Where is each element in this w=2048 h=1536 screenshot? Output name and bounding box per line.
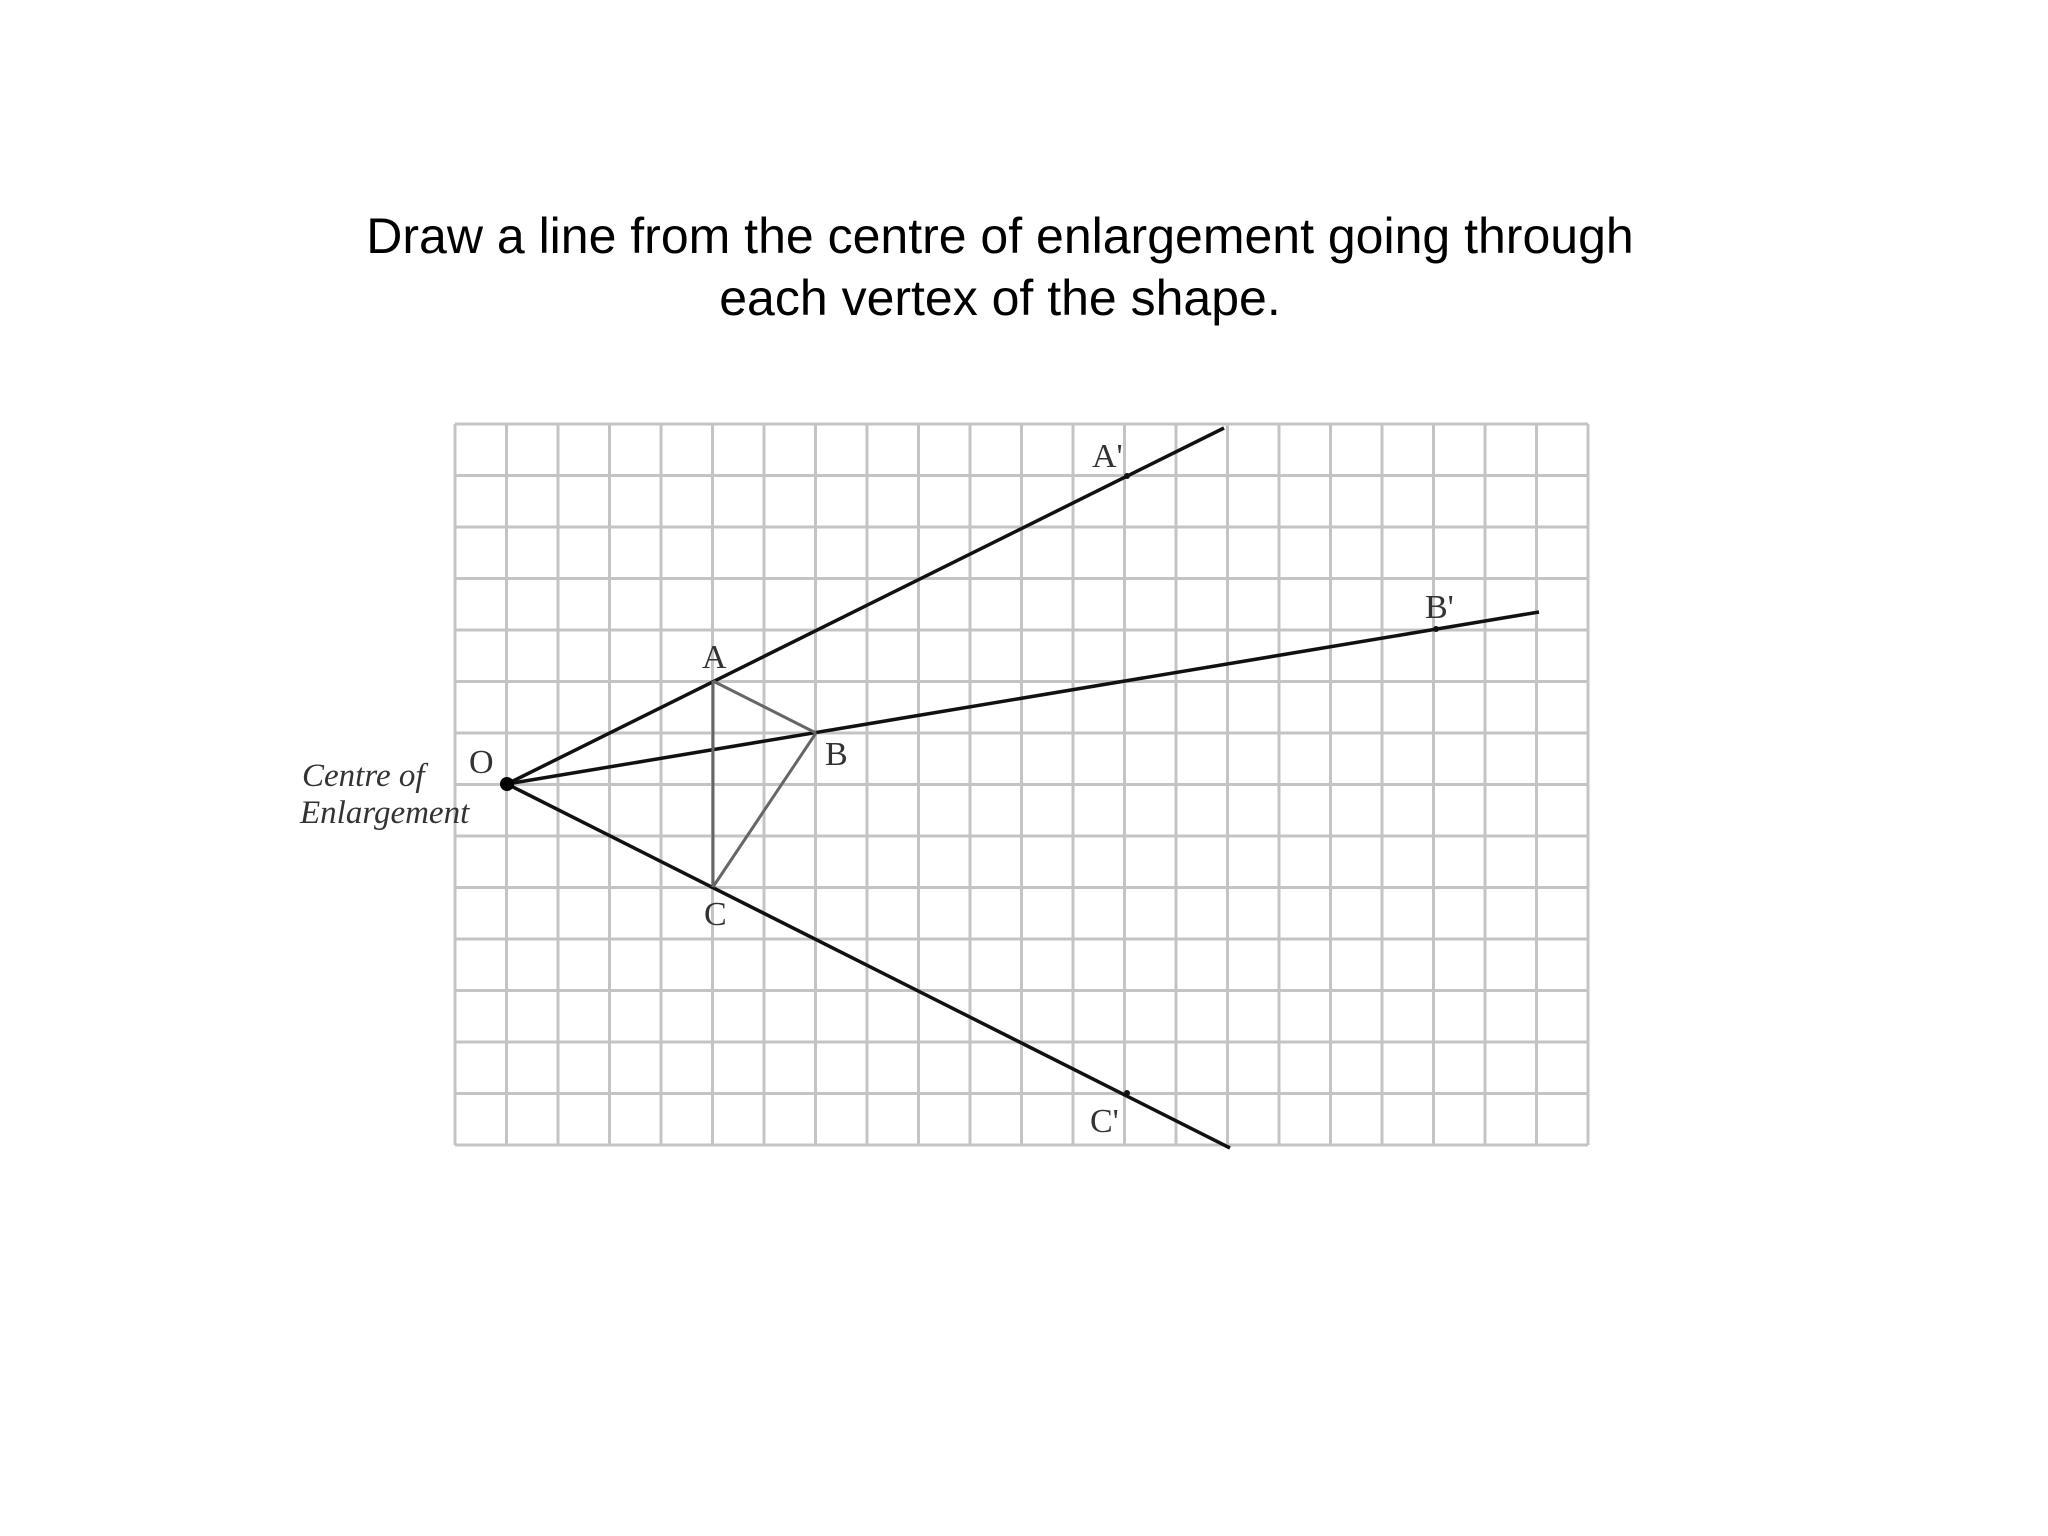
label-b-prime: B' <box>1425 589 1454 626</box>
a-prime-point <box>1124 473 1130 479</box>
c-prime-point <box>1124 1090 1130 1096</box>
instruction-line-2: each vertex of the shape. <box>719 270 1281 326</box>
centre-note-line-2: Enlargement <box>300 795 470 831</box>
b-prime-point <box>1433 626 1439 632</box>
label-c: C <box>704 896 727 933</box>
label-a-prime: A' <box>1092 438 1123 475</box>
label-b: B <box>825 736 848 773</box>
label-o: O <box>469 744 494 781</box>
square-grid <box>455 424 1588 1145</box>
label-a: A <box>702 639 727 676</box>
instruction-line-1: Draw a line from the centre of enlargement going through <box>366 208 1634 264</box>
label-c-prime: C' <box>1090 1103 1119 1140</box>
centre-note-line-1: Centre of <box>302 758 425 794</box>
centre-point <box>500 777 514 791</box>
